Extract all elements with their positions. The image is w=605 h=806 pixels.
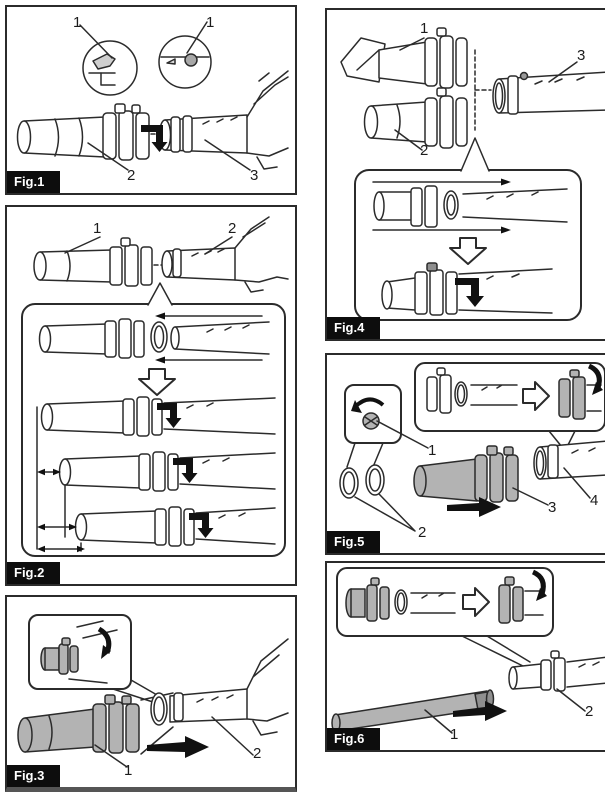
figure-label-1: Fig.1 — [7, 171, 60, 193]
figure-label-2: Fig.2 — [7, 562, 60, 584]
figure-panel-4 — [325, 8, 605, 341]
fig4-tube — [493, 72, 605, 114]
fig5-drawing — [327, 355, 605, 553]
fig5-callout-1: 1 — [428, 442, 437, 459]
fig2-callout-1: 1 — [93, 220, 102, 237]
fig3-drawing — [7, 597, 295, 787]
fig6-procedure-inset — [337, 568, 553, 636]
fig5-callout-3: 3 — [548, 499, 557, 516]
figure-panel-3 — [5, 595, 297, 792]
fig1-magnifier-right — [159, 36, 211, 88]
fig6-drawing — [327, 563, 605, 750]
fig1-callout-2: 2 — [127, 167, 136, 184]
fig2-tube — [34, 238, 152, 286]
figure-label-3: Fig.3 — [7, 765, 60, 787]
figure-panel-2 — [5, 205, 297, 586]
fig3-detail-inset — [29, 615, 131, 689]
fig6-callout-2: 2 — [585, 703, 594, 720]
fig6-connector — [509, 651, 605, 691]
fig5-callout-2: 2 — [418, 524, 427, 541]
fig4-step-slide — [373, 179, 567, 234]
figure-panel-5 — [325, 353, 605, 555]
fig1-long-tube — [18, 104, 150, 160]
figure-label-5: Fig.5 — [327, 531, 380, 553]
fig6-callout-1: 1 — [450, 726, 459, 743]
fig3-callout-1: 1 — [124, 762, 133, 779]
fig3-callout-2: 2 — [253, 745, 262, 762]
fig5-rings — [340, 465, 384, 498]
figure-label-4: Fig.4 — [327, 317, 380, 339]
fig1-drawing — [7, 7, 295, 193]
fig2-blower-tube — [162, 217, 288, 292]
fig4-round-nozzle — [365, 88, 468, 148]
fig4-step-rotate — [382, 263, 552, 315]
fig2-callout-2: 2 — [228, 220, 237, 237]
figure-panel-6 — [325, 561, 605, 752]
fig3-nozzle — [18, 695, 139, 753]
right-arrow-icon — [147, 736, 209, 758]
fig4-drawing — [327, 10, 605, 339]
fig4-callout-1: 1 — [420, 20, 429, 37]
fig5-callout-4: 4 — [590, 492, 599, 509]
figure-label-6: Fig.6 — [327, 728, 380, 750]
down-arrow-icon — [450, 238, 486, 264]
fig3-blower-tube — [151, 639, 288, 735]
figure-panel-1 — [5, 5, 297, 195]
fig1-callout-1b: 1 — [206, 14, 215, 31]
fig4-callout-2: 2 — [420, 142, 429, 159]
fig2-drawing — [7, 207, 295, 584]
fig4-callout-3: 3 — [577, 47, 586, 64]
fig1-callout-1a: 1 — [73, 14, 82, 31]
fig4-flat-nozzle — [341, 28, 467, 88]
fig1-callout-3: 3 — [250, 167, 259, 184]
fig5-procedure-inset — [415, 363, 605, 431]
fig5-knob-inset — [345, 385, 401, 467]
fig1-magnifier-left — [83, 41, 137, 95]
